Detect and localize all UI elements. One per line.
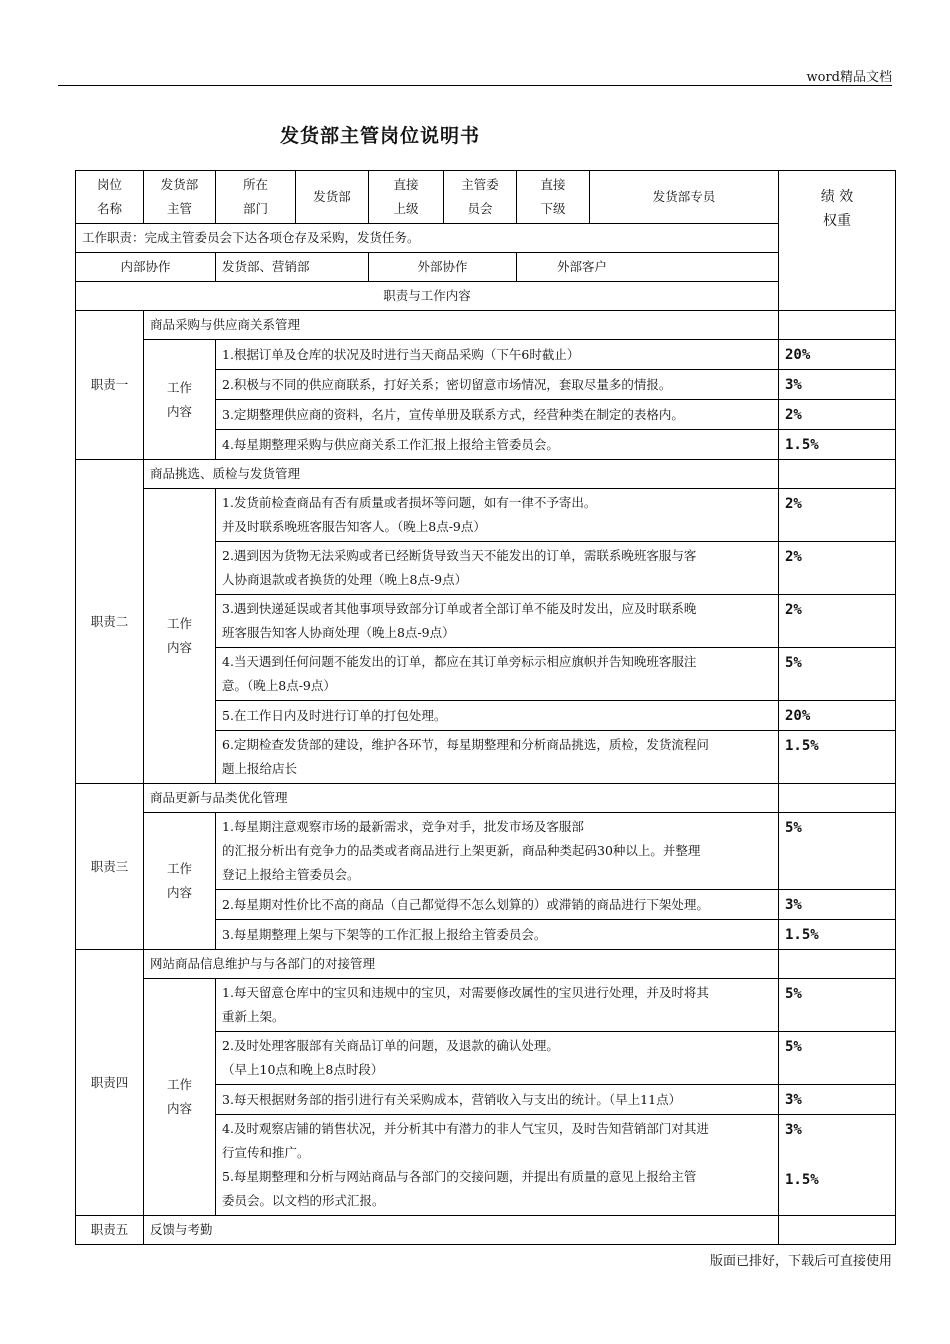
job-duty-row (76, 224, 896, 253)
weight-value: 1.5% (779, 731, 896, 784)
internal-coop-value: 发货部、营销部 (216, 253, 369, 282)
text-line: 4.每星期整理采购与供应商关系工作汇报上报给主管委员会。 (222, 436, 559, 452)
weight-value: 3% 1.5% (779, 1115, 896, 1216)
page-title: 发货部主管岗位说明书 (279, 125, 480, 147)
weight-header: 绩 效 权重 (779, 171, 896, 311)
text-line: 班客服告知客人协商处理（晚上8点-9点） (222, 625, 455, 640)
external-coop-label: 外部协作 (369, 253, 517, 282)
text-line: 人协商退款或者换货的处理（晚上8点-9点） (222, 572, 468, 587)
duty-item-text (216, 489, 779, 542)
text-line: 登记上报给主管委员会。 (222, 867, 360, 882)
text-line: 2.遇到因为货物无法采购或者已经断货导致当天不能发出的订单，需联系晚班客服与客 (222, 548, 697, 563)
text-line: 行宣传和推广。 (222, 1145, 310, 1160)
weight-value: 1.5% (779, 430, 896, 460)
job-duty: 工作职责：完成主管委员会下达各项仓存及采购，发货任务。 (76, 224, 779, 253)
duty-item-text (216, 813, 779, 890)
section-header-row (76, 282, 896, 311)
text-line: 2.及时处理客服部有关商品订单的问题，及退款的确认处理。 (222, 1038, 559, 1053)
weight-value: 5% (779, 648, 896, 701)
duty-item-text (216, 701, 779, 731)
duty-item-text (216, 400, 779, 430)
text-line: 3.每天根据财务部的指引进行有关采购成本，营销收入与支出的统计。（早上11点） (222, 1091, 682, 1107)
weight-empty (779, 460, 896, 489)
duty-item-row (76, 340, 896, 370)
duty-item-text (216, 731, 779, 784)
weight-value: 5% (779, 1032, 896, 1085)
text-line: 5.每星期整理和分析与网站商品与各部门的交接问题，并提出有质量的意见上报给主管 (222, 1169, 697, 1184)
duty-title: 商品挑选、质检与发货管理 (144, 460, 779, 489)
weight-value: 5% (779, 979, 896, 1032)
weight-value: 2% (779, 542, 896, 595)
duty-title-row (76, 784, 896, 813)
text-line: 3.每星期整理上架与下架等的工作汇报上报给主管委员会。 (222, 926, 547, 942)
duty-title: 商品采购与供应商关系管理 (144, 311, 779, 340)
work-content-label: 工作 内容 (144, 489, 216, 784)
work-content-label: 工作 内容 (144, 979, 216, 1216)
duty-title-row (76, 311, 896, 340)
position-label: 岗位 名称 (76, 171, 144, 224)
text-line: 2.每星期对性价比不高的商品（自己都觉得不怎么划算的）或滞销的商品进行下架处理。 (222, 896, 709, 912)
text-line: 4.当天遇到任何问题不能发出的订单，都应在其订单旁标示相应旗帜并告知晚班客服注 (222, 654, 697, 669)
subordinate-label: 直接 下级 (517, 171, 590, 224)
duty-title-row (76, 950, 896, 979)
duty-item-text (216, 920, 779, 950)
department-label: 所在 部门 (216, 171, 296, 224)
duty-title-row (76, 460, 896, 489)
subordinate-value: 发货部专员 (590, 171, 779, 224)
superior-label: 直接 上级 (369, 171, 444, 224)
text-line: 的汇报分析出有竞争力的品类或者商品进行上架更新，商品种类起码30种以上。并整理 (222, 843, 701, 858)
duty-item-row (76, 979, 896, 1032)
text-line: 1.每星期注意观察市场的最新需求，竞争对手，批发市场及客服部 (222, 819, 584, 834)
info-row (76, 171, 896, 224)
weight-value: 1.5% (779, 920, 896, 950)
duty-item-text (216, 1115, 779, 1216)
duty-item-text (216, 542, 779, 595)
duty-item-text (216, 648, 779, 701)
duty-title-row (76, 1216, 896, 1245)
text-line: 并及时联系晚班客服告知客人。（晚上8点-9点） (222, 519, 486, 534)
text-line: 3.定期整理供应商的资料，名片，宣传单册及联系方式，经营种类在制定的表格内。 (222, 406, 684, 422)
header-divider (58, 85, 892, 86)
duty-title: 网站商品信息维护与与各部门的对接管理 (144, 950, 779, 979)
duty-item-text (216, 595, 779, 648)
text-line: 5.在工作日内及时进行订单的打包处理。 (222, 707, 447, 723)
work-content-label: 工作 内容 (144, 813, 216, 950)
duty-item-text (216, 430, 779, 460)
weight-value: 2% (779, 400, 896, 430)
weight-value: 20% (779, 701, 896, 731)
department-value: 发货部 (296, 171, 369, 224)
weight-empty (779, 311, 896, 340)
text-line: 4.及时观察店铺的销售状况，并分析其中有潜力的非人气宝贝，及时告知营销部门对其进 (222, 1121, 709, 1136)
text-line: 6.定期检查发货部的建设，维护各环节，每星期整理和分析商品挑选，质检，发货流程问 (222, 737, 709, 752)
duty-item-text (216, 979, 779, 1032)
text-line: 题上报给店长 (222, 761, 298, 776)
superior-value: 主管委 员会 (444, 171, 517, 224)
weight-value: 2% (779, 595, 896, 648)
weight-value: 3% (779, 890, 896, 920)
duty-title: 反馈与考勤 (144, 1216, 779, 1245)
duty-title: 商品更新与品类优化管理 (144, 784, 779, 813)
duty-item-text (216, 370, 779, 400)
weight-value: 5% (779, 813, 896, 890)
text-line: 2.积极与不同的供应商联系，打好关系；密切留意市场情况，套取尽量多的情报。 (222, 376, 672, 392)
text-line: 委员会。以文档的形式汇报。 (222, 1193, 385, 1208)
internal-coop-label: 内部协作 (76, 253, 216, 282)
section-header: 职责与工作内容 (76, 282, 779, 311)
duty-label: 职责二 (76, 460, 144, 784)
external-coop-value: 外部客户 (517, 253, 779, 282)
text-line: （早上10点和晚上8点时段） (222, 1062, 384, 1077)
duty-item-text (216, 1085, 779, 1115)
weight-empty (779, 1216, 896, 1245)
header-right-text: word精品文档 (806, 70, 892, 85)
text-line: 1.根据订单及仓库的状况及时进行当天商品采购（下午6时截止） (222, 346, 580, 362)
duty-label: 职责三 (76, 784, 144, 950)
weight-empty (779, 950, 896, 979)
duty-item-text (216, 340, 779, 370)
duty-item-text (216, 1032, 779, 1085)
text-line: 1.每天留意仓库中的宝贝和违规中的宝贝，对需要修改属性的宝贝进行处理，并及时将其 (222, 985, 709, 1000)
text-line: 1.发货前检查商品有否有质量或者损坏等问题，如有一律不予寄出。 (222, 495, 597, 510)
duty-item-row (76, 813, 896, 890)
weight-value: 3% (779, 1085, 896, 1115)
duty-label: 职责一 (76, 311, 144, 460)
footer-note: 版面已排好，下载后可直接使用 (709, 1254, 892, 1269)
duty-label: 职责四 (76, 950, 144, 1216)
text-line: 3.遇到快递延误或者其他事项导致部分订单或者全部订单不能及时发出，应及时联系晚 (222, 601, 697, 616)
weight-value: 2% (779, 489, 896, 542)
job-description-table (75, 170, 896, 1245)
work-content-label: 工作 内容 (144, 340, 216, 460)
weight-value: 3% (779, 370, 896, 400)
text-line: 意。（晚上8点-9点） (222, 678, 336, 693)
text-line: 重新上架。 (222, 1009, 285, 1024)
duty-item-row (76, 489, 896, 542)
duty-item-text (216, 890, 779, 920)
weight-empty (779, 784, 896, 813)
weight-value: 20% (779, 340, 896, 370)
duty-label: 职责五 (76, 1216, 144, 1245)
position-value: 发货部 主管 (144, 171, 216, 224)
cooperation-row (76, 253, 896, 282)
